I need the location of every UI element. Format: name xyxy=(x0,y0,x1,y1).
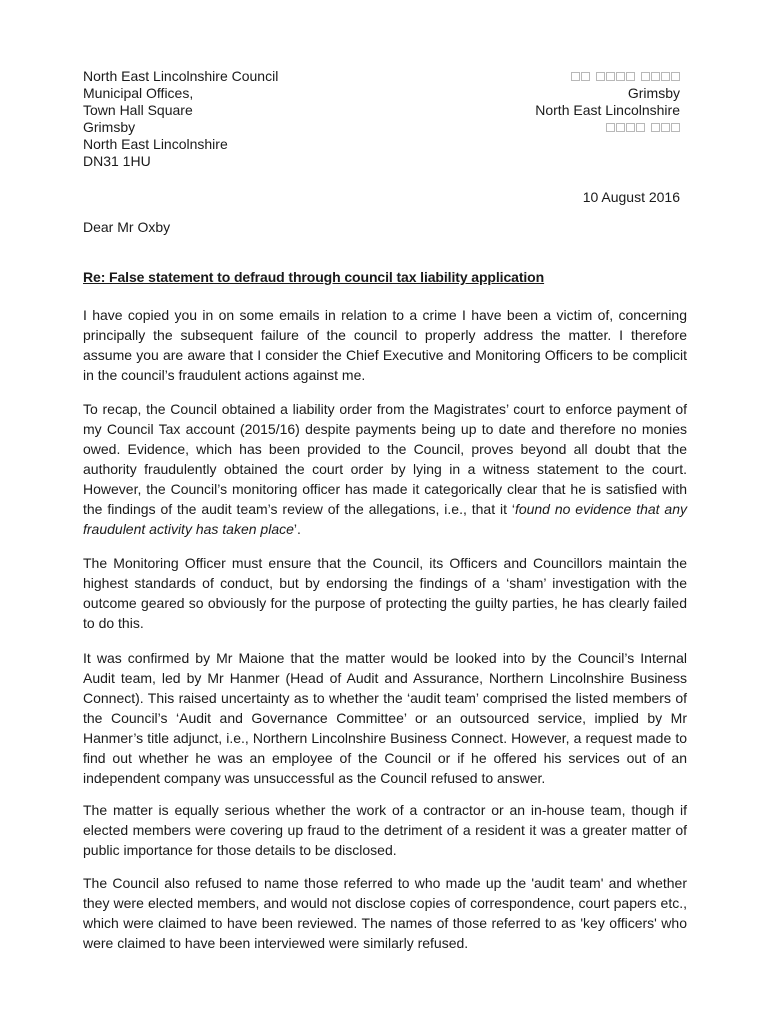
redacted-glyph-icon xyxy=(616,123,625,132)
redacted-glyph-icon xyxy=(626,123,635,132)
paragraph-text-plain: To recap, the Council obtained a liability order from the Magistrates’ court to enforce payment of my Council Tax account (2015/16) despite payments being up to date and therefore no monies owed. Evidence, which has been provided to the Council, proves beyond all doubt that the authority fraudulently obtained the court order by lying in a witness statement to the court. However, the Council’s monitoring officer has made it categorically clear that he is satisfied with the findings of the audit team’s review of the allegations, i.e., that it ‘ xyxy=(83,401,687,517)
recipient-line: Grimsby xyxy=(83,119,136,135)
redacted-street-line xyxy=(535,68,680,85)
paragraph-text: The Council also refused to name those referred to who made up the 'audit team' and whether they were elected members, and would not disclose copies of correspondence, court papers etc., which were claimed to have been reviewed. The names of those referred to as 'key officers' who were claimed to have been interviewed were similarly refused. xyxy=(83,875,687,951)
redacted-glyph-icon xyxy=(636,123,645,132)
sender-address xyxy=(535,68,680,136)
paragraph-text: I have copied you in on some emails in relation to a crime I have been a victim of, concerning principally the subsequent failure of the council to properly address the matter. I therefore assume you are aware that I consider the Chief Executive and Monitoring Officers to be complicit in the council’s fraudulent actions against me. xyxy=(83,307,687,383)
paragraph-text: The Monitoring Officer must ensure that the Council, its Officers and Councillors maintain the highest standards of conduct, but by endorsing the findings of a ‘sham’ investigation with the outcome geared so obviously for the purpose of protecting the guilty parties, he has clearly failed to do this. xyxy=(83,555,687,631)
redacted-glyph-icon xyxy=(661,72,670,81)
paragraph-text-plain: ’. xyxy=(293,521,301,537)
letter-date: 10 August 2016 xyxy=(582,189,680,205)
paragraph-text xyxy=(83,399,687,539)
redacted-glyph-icon xyxy=(571,72,580,81)
redacted-glyph-icon xyxy=(581,72,590,81)
redacted-word xyxy=(596,72,635,81)
paragraph-3 xyxy=(83,553,687,633)
redacted-glyph-icon xyxy=(606,123,615,132)
paragraph-2 xyxy=(83,399,687,539)
redacted-word xyxy=(571,72,590,81)
paragraph-text: The matter is equally serious whether the work of a contractor or an in-house team, though if elected members were covering up fraud to the detriment of a resident it was a greater matter of public importance for those details to be disclosed. xyxy=(83,802,687,858)
redacted-postcode-line xyxy=(535,119,680,136)
quoted-finding: found no evidence that any fraudulent activity has taken place xyxy=(83,501,687,537)
redacted-glyph-icon xyxy=(651,72,660,81)
paragraph-5 xyxy=(83,800,687,860)
redacted-glyph-icon xyxy=(616,72,625,81)
recipient-line: Municipal Offices, xyxy=(83,85,194,101)
recipient-line: North East Lincolnshire Council xyxy=(83,68,279,84)
paragraph-text: It was confirmed by Mr Maione that the matter would be looked into by the Council’s Internal Audit team, led by Mr Hanmer (Head of Audit and Assurance, Northern Lincolnshire Business Connect). This raised uncertainty as to whether the ‘audit team’ comprised the listed members of the Council’s ‘Audit and Governance Committee’ or an outsourced service, implied by Mr Hanmer’s title adjunct, i.e., Northern Lincolnshire Business Connect. However, a request made to find out whether he was an employee of the Council or if he offered his services out of an independent company was unsuccessful as the Council refused to answer. xyxy=(83,650,687,786)
redacted-glyph-icon xyxy=(641,72,650,81)
redacted-glyph-icon xyxy=(651,123,660,132)
redacted-glyph-icon xyxy=(661,123,670,132)
recipient-line: DN31 1HU xyxy=(83,153,151,169)
subject-heading: Re: False statement to defraud through council tax liability application xyxy=(83,269,545,285)
salutation: Dear Mr Oxby xyxy=(83,219,171,235)
redacted-glyph-icon xyxy=(671,123,680,132)
redacted-word xyxy=(651,123,680,132)
redacted-glyph-icon xyxy=(596,72,605,81)
redacted-glyph-icon xyxy=(626,72,635,81)
paragraph-4 xyxy=(83,648,687,788)
recipient-address xyxy=(83,68,278,170)
sender-county: North East Lincolnshire xyxy=(535,102,680,118)
sender-town: Grimsby xyxy=(627,85,680,101)
redacted-glyph-icon xyxy=(606,72,615,81)
redacted-glyph-icon xyxy=(671,72,680,81)
recipient-line: North East Lincolnshire xyxy=(83,136,228,152)
paragraph-6 xyxy=(83,873,687,953)
recipient-line: Town Hall Square xyxy=(83,102,193,118)
paragraph-1 xyxy=(83,305,687,385)
redacted-word xyxy=(641,72,680,81)
redacted-word xyxy=(606,123,645,132)
